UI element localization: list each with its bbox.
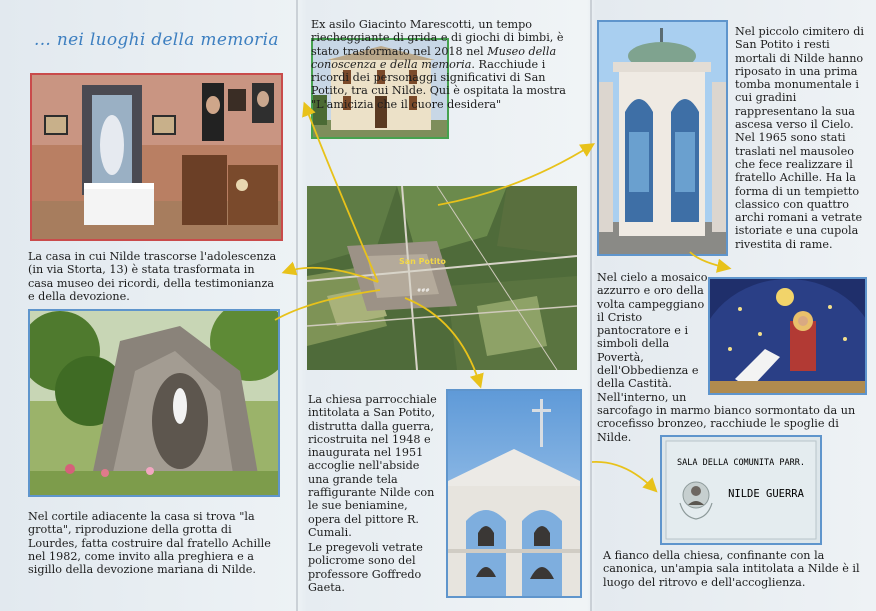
targa-line2: NILDE GUERRA <box>728 488 804 500</box>
aerial-map-illustration <box>307 186 577 370</box>
sarcofago-text: sarcofago in marmo bianco sormontato da un crocefisso bronzeo, racchiude le spoglie di Nilde. <box>597 404 856 444</box>
campanile-illustration <box>448 391 580 596</box>
sala-text: A fianco della chiesa, confinante con la canonica, un'ampia sala intitolata a Nilde è il luogo del ritrovo e dell'accoglienza. <box>603 549 860 589</box>
fold-line <box>590 0 592 611</box>
cimitero-text: Nel piccolo cimitero di San Potito i resti mortali di Nilde hanno riposato in una prima tomba monumentale i cui gradini rappresentano la sua ascesa verso il Cielo. Nel 1965 sono stati traslati nel mausoleo che fece realizzare il fratello Achille. Ha la forma di un tempietto classico con quattro archi romani a vetrate istoriate e una cupola rivestita di rame. <box>735 25 864 251</box>
mosaico-illustration <box>710 279 865 393</box>
fold-line <box>296 0 298 611</box>
photo-grotta <box>28 309 280 497</box>
map-label: San Potito <box>399 257 446 266</box>
mausoleo-illustration <box>599 22 726 254</box>
photo-targa <box>660 435 822 545</box>
photo-campanile <box>446 389 582 598</box>
asilo-text-a: Ex asilo Giacinto Marescotti, un tempo riecheggiante di grida e di giochi di bimbi, è stato trasformato nel 2018 nel <box>311 18 564 58</box>
chiesa-text: La chiesa parrocchiale intitolata a San Potito, distrutta dalla guerra, ricostruita nel 1948 e inaugurata nel 1951 accoglie nell'abside una grande tela raffigurante Nilde con le sue beniamine, opera del pittore R. Cumali. <box>308 393 437 539</box>
vetrate-text: Le pregevoli vetrate policrome sono del professore Goffredo Gaeta. <box>308 541 423 594</box>
grotta-illustration <box>30 311 278 495</box>
map-aerial <box>307 186 577 370</box>
grotta-text: Nel cortile adiacente la casa si trova "la grotta", riproduzione della grotta di Lourdes, fatta costruire dal fratello Achille nel 1982, come invito alla preghiera e a sigillo della devozione mariana di Nilde. <box>28 510 271 577</box>
targa-illustration <box>662 437 820 543</box>
mosaico-text: Nel cielo a mosaico azzurro e oro della volta campeggiano il Cristo pantocratore e i simboli della Povertà, dell'Obbedienza e della Castità. Nell'interno, un <box>597 271 708 404</box>
asilo-museo-name: Museo della conoscenza e della memoria <box>311 44 557 71</box>
targa-line1: SALA DELLA COMUNITA PARR. <box>677 458 805 468</box>
casa-museo-illustration <box>32 75 281 239</box>
asilo-text <box>311 18 581 111</box>
page-heading: ... nei luoghi della memoria <box>34 30 279 50</box>
casa-text: La casa in cui Nilde trascorse l'adolescenza (in via Storta, 13) è stata trasformata in casa museo dei ricordi, della testimonianza e della devozione. <box>28 250 277 303</box>
photo-mausoleo <box>597 20 728 256</box>
photo-mosaico <box>708 277 867 395</box>
photo-casa-museo <box>30 73 283 241</box>
asilo-text-b: . Racchiude i ricordi dei personaggi significativi di San Potito, tra cui Nilde. Qui è ospitata la mostra "L'amicizia che il cuore desidera" <box>311 57 566 111</box>
map-small-label: ### <box>417 288 430 294</box>
